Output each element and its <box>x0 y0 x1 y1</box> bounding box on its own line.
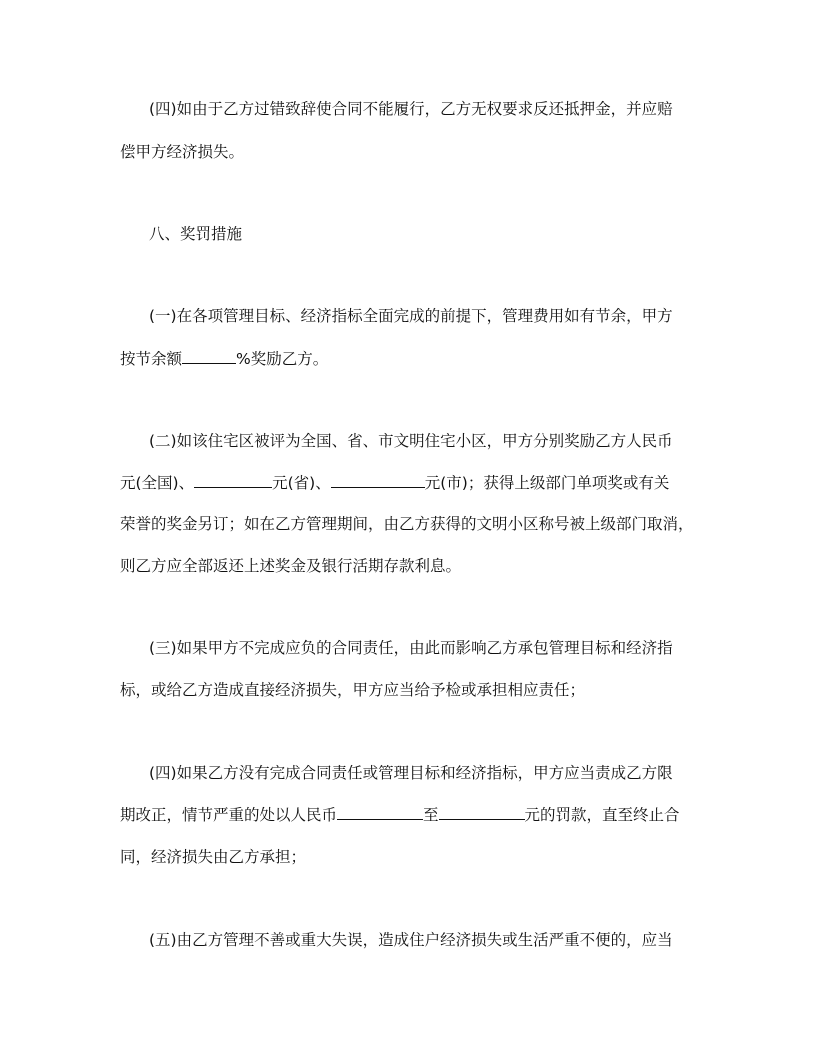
text-line: (二)如该住宅区被评为全国、省、市文明住宅小区，甲方分别奖励乙方人民币 <box>149 432 673 450</box>
blank-field <box>439 805 525 820</box>
text-line: 元(全国)、 元(省)、 元(市)；获得上级部门单项奖或有关 <box>120 474 670 492</box>
text-line: 偿甲方经济损失。 <box>120 143 245 161</box>
text-line: 则乙方应全部返还上述奖金及银行活期存款利息。 <box>120 557 462 575</box>
text-line: 荣誉的奖金另订；如在乙方管理期间，由乙方获得的文明小区称号被上级部门取消， <box>120 515 694 533</box>
text-line: (五)由乙方管理不善或重大失误，造成住户经济损失或生活严重不便的，应当 <box>149 931 673 949</box>
text-line: (四)如果乙方没有完成合同责任或管理目标和经济指标，甲方应当责成乙方限 <box>149 764 673 782</box>
text-line: (四)如由于乙方过错致辞使合同不能履行，乙方无权要求反还抵押金，并应赔 <box>149 100 673 118</box>
text-line: 标，或给乙方造成直接经济损失，甲方应当给予检或承担相应责任； <box>120 681 586 699</box>
blank-field <box>194 473 272 488</box>
section-heading: 八、奖罚措施 <box>149 225 243 243</box>
blank-field <box>182 349 236 364</box>
text-line: 按节余额 %奖励乙方。 <box>120 350 329 368</box>
blank-field <box>331 473 425 488</box>
text-line: 同，经济损失由乙方承担； <box>120 848 307 866</box>
text-line: (一)在各项管理目标、经济指标全面完成的前提下，管理费用如有节余，甲方 <box>149 307 673 325</box>
text-line: 期改正，情节严重的处以人民币 至 元的罚款，直至终止合 <box>120 806 680 824</box>
text-line: (三)如果甲方不完成应负的合同责任，由此而影响乙方承包管理目标和经济指 <box>149 639 673 657</box>
blank-field <box>337 805 423 820</box>
